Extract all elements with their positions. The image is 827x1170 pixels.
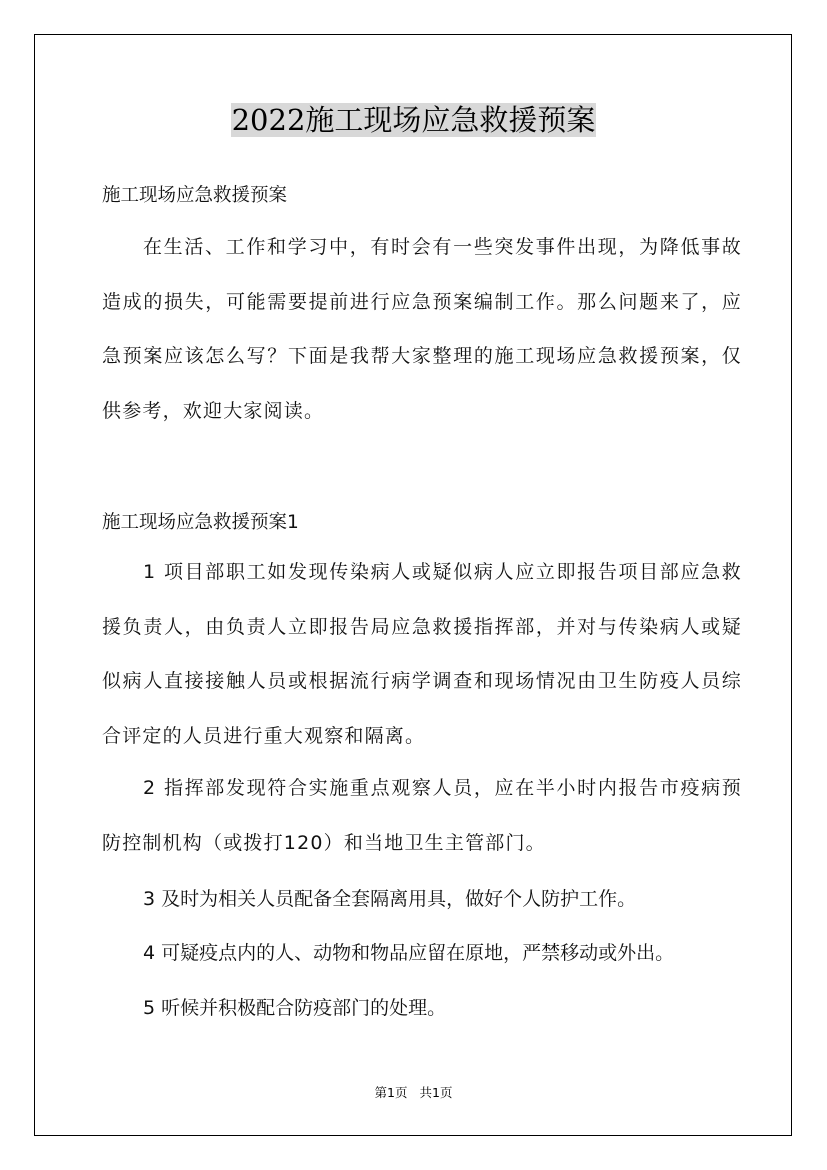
section-paragraph-1: 1 项目部职工如发现传染病人或疑似病人应立即报告项目部应急救援负责人，由负责人立即报告局应急救援指挥部，并对与传染病人或疑似病人直接接触人员或根据流行病学调查和现场情况由卫生防疫人员综合评定的人员进行重大观察和隔离。 xyxy=(102,561,742,747)
document-subtitle: 施工现场应急救援预案 xyxy=(102,185,288,206)
intro-paragraph: 在生活、工作和学习中，有时会有一些突发事件出现，为降低事故造成的损失，可能需要提前进行应急预案编制工作。那么问题来了，应急预案应该怎么写？下面是我帮大家整理的施工现场应急救援预案，仅供参考，欢迎大家阅读。 xyxy=(102,236,742,422)
page-total: 共1页 xyxy=(419,1085,453,1100)
document-title xyxy=(0,98,827,142)
section-paragraph-5: 5 听候并积极配合防疫部门的处理。 xyxy=(143,997,447,1019)
section-paragraph-3: 3 及时为相关人员配备全套隔离用具，做好个人防护工作。 xyxy=(143,888,637,910)
section-heading: 施工现场应急救援预案1 xyxy=(102,512,299,533)
page-footer xyxy=(0,1083,827,1101)
section-paragraph-2: 2 指挥部发现符合实施重点观察人员，应在半小时内报告市疫病预防控制机构（或拨打120）和当地卫生主管部门。 xyxy=(102,777,742,854)
document-title-text: 2022施工现场应急救援预案 xyxy=(231,103,596,137)
page-number: 第1页 xyxy=(374,1085,408,1100)
section-paragraph-4: 4 可疑疫点内的人、动物和物品应留在原地，严禁移动或外出。 xyxy=(143,942,675,964)
